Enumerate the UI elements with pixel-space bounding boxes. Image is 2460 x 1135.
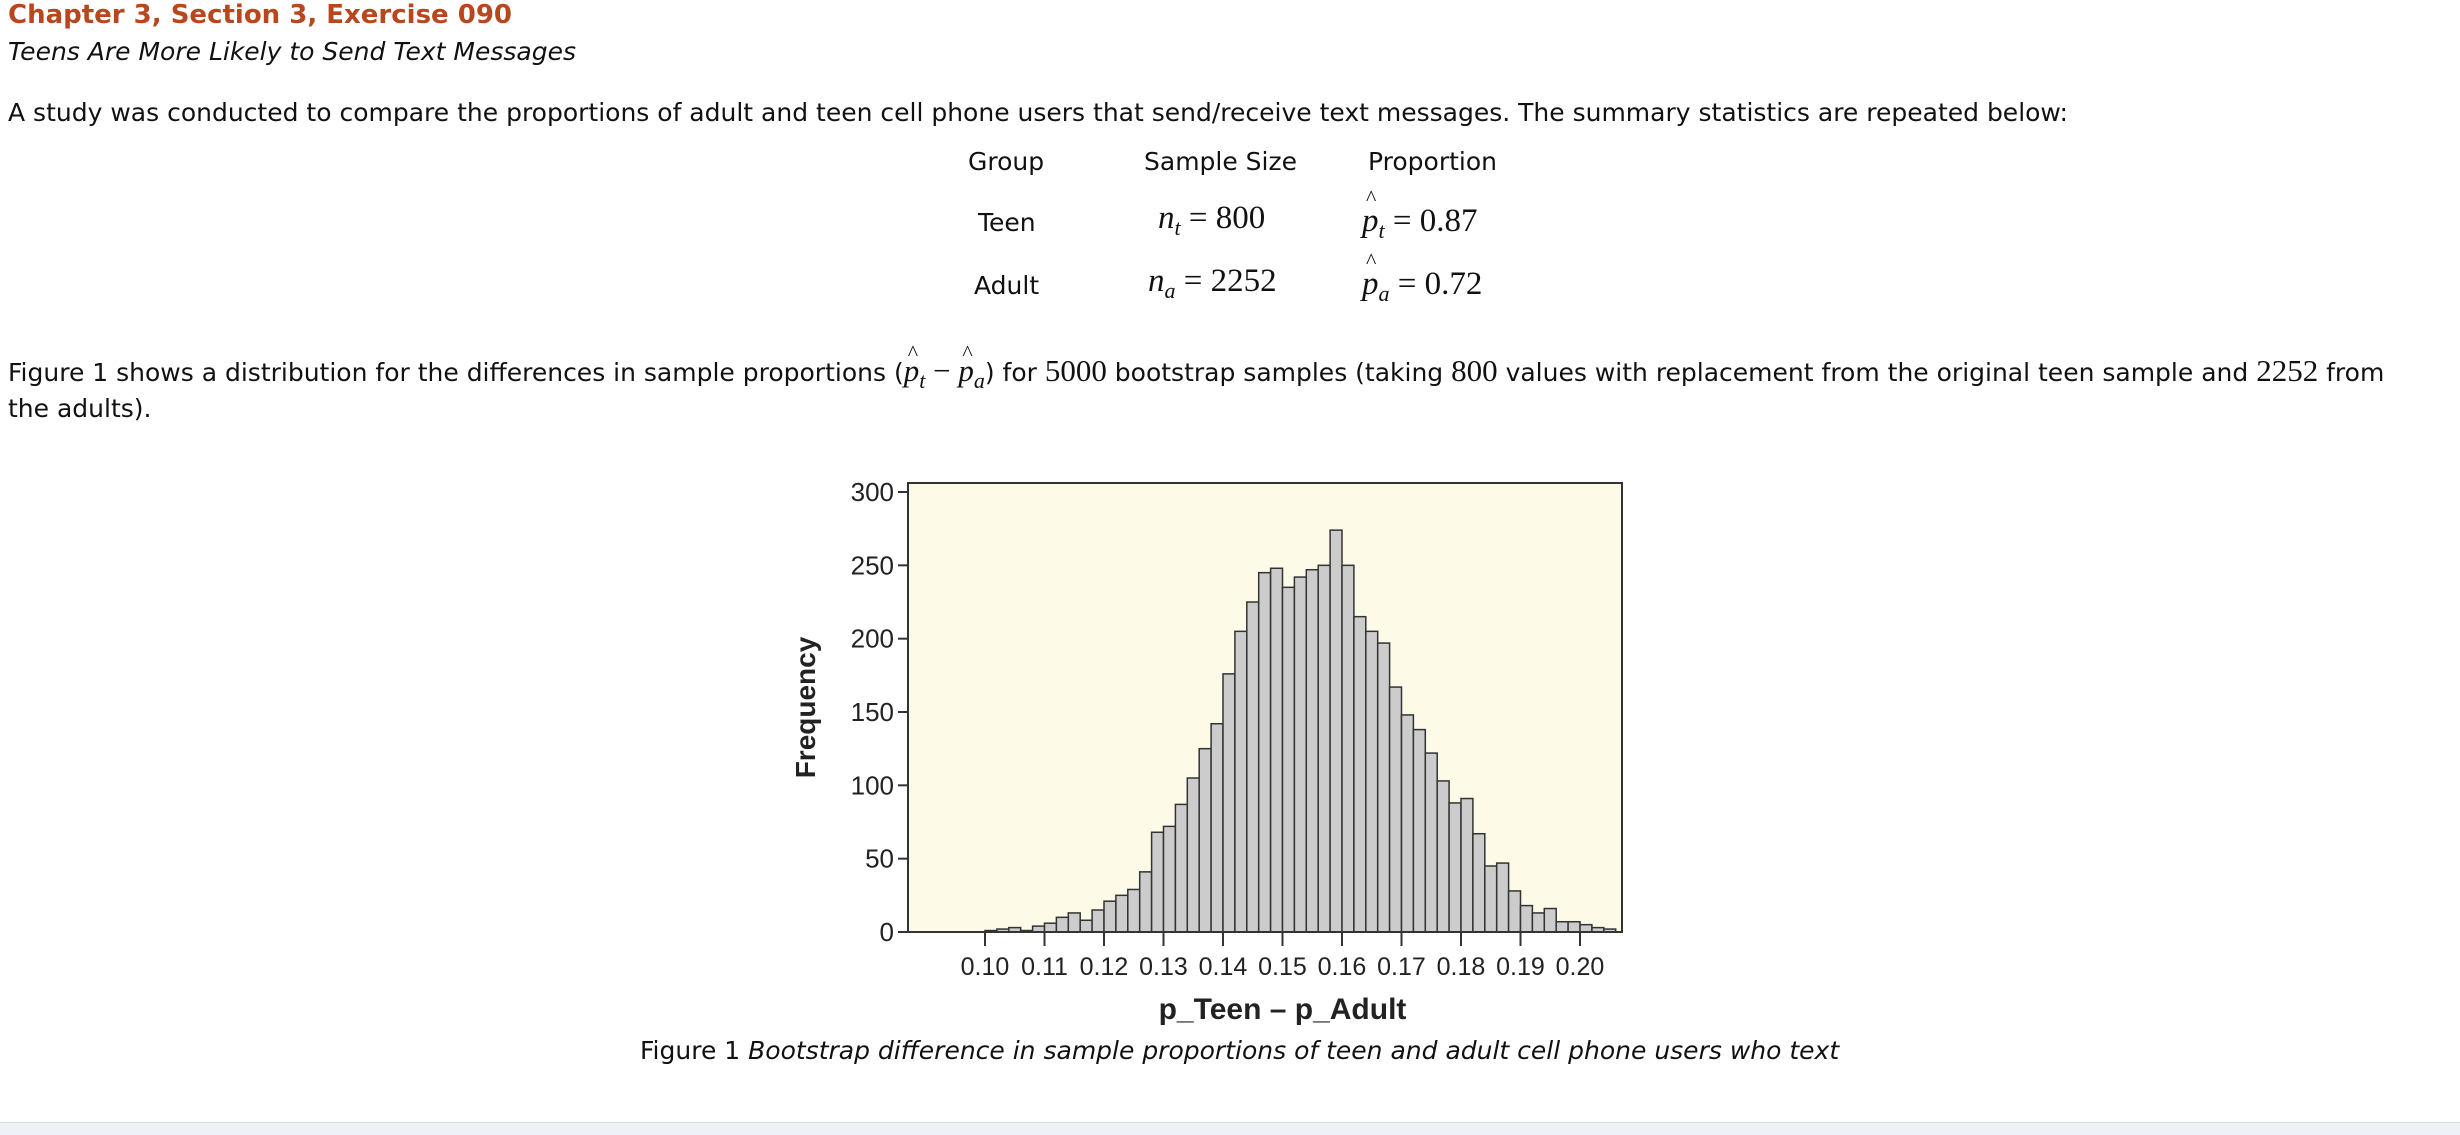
histogram-bar (1485, 866, 1497, 932)
histogram-bar (1449, 803, 1461, 932)
histogram-bar (1473, 834, 1485, 932)
histogram-bar (1437, 781, 1449, 932)
y-tick-label: 300 (850, 477, 894, 507)
y-tick-label: 200 (850, 623, 894, 654)
table-cell-group-teen: Teen (978, 208, 1036, 237)
histogram-bar (1425, 753, 1437, 932)
histogram-bar (1247, 602, 1259, 932)
histogram-bar (1366, 631, 1378, 932)
exercise-subtitle: Teens Are More Likely to Send Text Messages (8, 37, 577, 66)
histogram-bar (1378, 643, 1390, 932)
figure-caption (640, 1036, 1839, 1065)
x-tick-label: 0.17 (1377, 953, 1426, 981)
histogram-bar (1354, 617, 1366, 932)
histogram-bar (1259, 573, 1271, 932)
histogram-bar (1283, 587, 1295, 932)
x-tick-label: 0.19 (1496, 953, 1545, 981)
histogram-bar (1556, 922, 1568, 932)
y-tick-label: 250 (850, 550, 894, 581)
x-tick-label: 0.10 (960, 953, 1010, 981)
caption-label: Figure 1 (640, 1036, 749, 1065)
x-axis-label: p_Teen – p_Adult (1158, 993, 1407, 1026)
histogram-bar (1152, 832, 1164, 932)
y-tick-label: 100 (850, 770, 894, 801)
histogram-bar (1235, 631, 1247, 932)
histogram-bar (1068, 913, 1080, 932)
histogram-bar (1175, 804, 1187, 932)
x-tick-label: 0.12 (1079, 953, 1129, 981)
x-tick-label: 0.16 (1317, 953, 1367, 981)
x-axis (961, 932, 1605, 981)
table-header-group: Group (968, 147, 1045, 176)
table-cell-n-teen: $n_t = 800$ (1158, 200, 1266, 240)
x-tick-label: 0.15 (1258, 953, 1307, 981)
histogram-bar (1330, 530, 1342, 932)
y-axis-label: Frequency (790, 636, 821, 779)
histogram-bar (1390, 687, 1402, 932)
histogram-bar (1056, 917, 1068, 932)
histogram-bar (1164, 826, 1176, 932)
histogram-bar (1509, 891, 1521, 932)
bootstrap-histogram (770, 455, 1730, 1040)
intro-paragraph: A study was conducted to compare the proportions of adult and teen cell phone users that send/receive text messages. The summary statistics are repeated below: (8, 98, 2068, 127)
histogram-bar (1342, 565, 1354, 932)
y-tick-label: 150 (850, 697, 894, 727)
histogram-bar (1271, 568, 1283, 932)
exercise-title: Chapter 3, Section 3, Exercise 090 (8, 0, 513, 30)
histogram-bar (1223, 674, 1235, 932)
table-header-sample-size: Sample Size (1144, 147, 1298, 176)
y-tick-label: 50 (865, 843, 894, 874)
histogram-bar (1580, 925, 1592, 932)
histogram-bar (1045, 923, 1057, 932)
x-tick-label: 0.20 (1555, 953, 1605, 981)
caption-text: Bootstrap difference in sample proportions of teen and adult cell phone users who text (748, 1036, 1840, 1065)
histogram-bar (1128, 889, 1140, 932)
histogram-bar (1294, 577, 1306, 932)
histogram-bar (1461, 799, 1473, 932)
histogram-bar (1402, 715, 1414, 932)
x-tick-label: 0.14 (1198, 953, 1248, 981)
histogram-bar (1521, 906, 1533, 932)
histogram-bar (1544, 909, 1556, 932)
histogram-bar (1104, 901, 1116, 932)
histogram-bar (1199, 749, 1211, 932)
histogram-bar (1497, 863, 1509, 932)
histogram-bar (1116, 895, 1128, 932)
table-cell-p-teen: ^ $p_t = 0.87$ (1362, 203, 1478, 240)
histogram-bar (1092, 910, 1104, 932)
y-tick-label: 0 (879, 917, 894, 947)
histogram-bar (1413, 730, 1425, 932)
histogram-bar (1140, 872, 1152, 932)
histogram-bar (1211, 724, 1223, 932)
x-tick-label: 0.18 (1436, 953, 1486, 981)
histogram-bar (1080, 920, 1092, 932)
histogram-bar (1187, 778, 1199, 932)
table-cell-group-adult: Adult (974, 271, 1040, 300)
y-axis (851, 477, 908, 947)
histogram-bar (1306, 570, 1318, 932)
table-cell-n-adult: $n_a = 2252$ (1148, 263, 1277, 303)
x-tick-label: 0.13 (1139, 953, 1188, 981)
histogram-bar (1568, 922, 1580, 932)
histogram-bar (1532, 913, 1544, 932)
bottom-divider (0, 1122, 2460, 1135)
figure-description: Figure 1 shows a distribution for the differences in sample proportions (^ $p_t$ − ^ $p_a$) for 5000 bootstrap samples (taking 800 values with replacement from the original teen sample and 2252 from the adults). (8, 353, 2428, 426)
histogram-bar (1318, 565, 1330, 932)
x-tick-label: 0.11 (1021, 953, 1068, 981)
table-header-proportion: Proportion (1368, 147, 1497, 176)
table-cell-p-adult: ^ $p_a = 0.72$ (1362, 266, 1482, 303)
